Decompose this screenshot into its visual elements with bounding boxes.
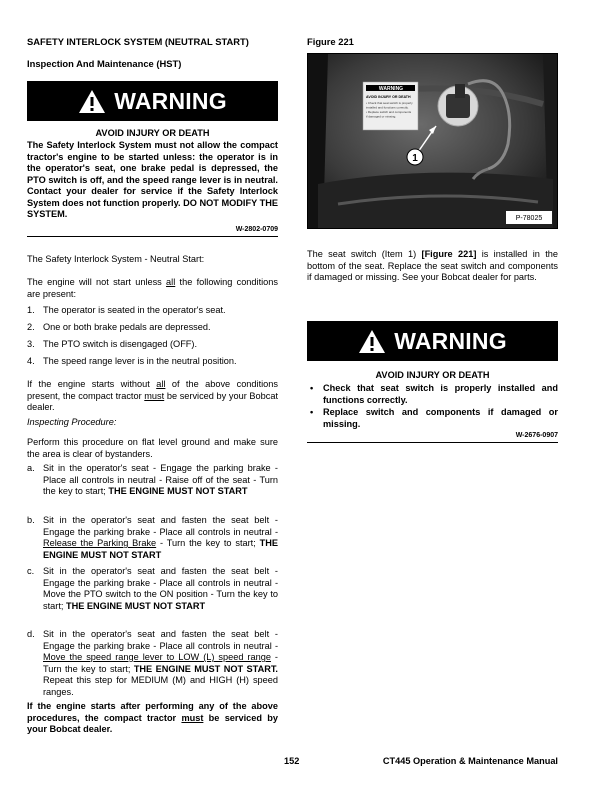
warning-triangle-icon xyxy=(358,329,386,354)
warning-bullet: • Check that seat switch is properly installed and functions correctly. xyxy=(310,383,558,405)
seat-switch-text: The seat switch (Item 1) [Figure 221] is installed in the bottom of the seat. Replace the seat switch and components if damaged or missing. See your Bobcat dealer for parts. xyxy=(307,249,558,282)
decal-line: if damaged or missing. xyxy=(366,114,397,119)
warning-avoid: AVOID INJURY OR DEATH xyxy=(375,370,490,380)
service-note: If the engine starts without all of the above conditions present, the compact tractor must be serviced by your Bobcat dealer. xyxy=(27,379,278,412)
condition-item: 2. One or both brake pedals are depressed. xyxy=(27,322,211,332)
perform-text: Perform this procedure on flat level ground and make sure the area is clear of bystanders. xyxy=(27,437,278,459)
section-subheading: Inspection And Maintenance (HST) xyxy=(27,58,182,69)
manual-title: CT445 Operation & Maintenance Manual xyxy=(382,756,558,766)
warning-code: W-2676-0907 xyxy=(515,432,558,439)
warning-banner xyxy=(307,321,558,361)
warning-divider xyxy=(27,236,278,237)
warning-avoid: AVOID INJURY OR DEATH xyxy=(95,128,210,138)
warning-banner xyxy=(27,81,278,121)
procedure-step-b: b. Sit in the operator's seat and fasten the seat belt - Engage the parking brake - Place all controls in neutral - Release the Parking Brake - Turn the key to start; THE ENGINE MUST NOT START xyxy=(27,515,278,560)
page-number: 152 xyxy=(284,756,300,766)
decal-subtitle: AVOID INJURY OR DEATH xyxy=(366,95,411,99)
warning-bullet: • Replace switch and components if damaged or missing. xyxy=(310,407,558,429)
procedure-step-c: c. Sit in the operator's seat and fasten the seat belt - Engage the parking brake - Place all controls in neutral - Move the PTO switch to the ON position - Turn the key to start; THE ENGINE MUST NOT START xyxy=(27,566,278,611)
procedure-step-a: a. Sit in the operator's seat - Engage the parking brake - Place all controls in neutral - Raise off of the seat - Turn the key to start; THE ENGINE MUST NOT START xyxy=(27,463,278,496)
decal-line: • Replace switch and components xyxy=(366,110,412,114)
figure-label: Figure 221 xyxy=(307,36,354,47)
condition-item: 4. The speed range lever is in the neutral position. xyxy=(27,356,237,366)
condition-item: 1. The operator is seated in the operator's seat. xyxy=(27,305,226,315)
seat-photo-illustration xyxy=(308,54,558,229)
decal-line: installed and functions correctly. xyxy=(366,105,409,110)
final-note: If the engine starts after performing any of the above procedures, the compact tractor must be serviced by your Bobcat dealer. xyxy=(27,701,279,734)
intro-text: The Safety Interlock System - Neutral Start: xyxy=(27,254,205,264)
condition-item: 3. The PTO switch is disengaged (OFF). xyxy=(27,339,198,349)
photo-code: P-78025 xyxy=(515,215,543,222)
section-heading: SAFETY INTERLOCK SYSTEM (NEUTRAL START) xyxy=(27,36,249,47)
conditions-intro: The engine will not start unless all the following conditions are present: xyxy=(27,277,278,299)
inspecting-heading: Inspecting Procedure: xyxy=(27,417,117,427)
decal-line: • Check that seat switch is properly xyxy=(366,101,413,105)
decal-title: WARNING xyxy=(378,86,404,92)
warning-text: The Safety Interlock System must not allow the compact tractor's engine to be started unless: the operator is in the operator's seat, one brake pedal is depressed, the PTO switch is off, and the speed range lever is in neutral. Contact your dealer for service if the Safety Interlock System does not function properly. DO NOT MODIFY THE SYSTEM. xyxy=(27,140,278,219)
warning-code: W-2802-0709 xyxy=(235,226,278,233)
warning-label: WARNING xyxy=(114,87,227,114)
procedure-step-d: d. Sit in the operator's seat and fasten the seat belt - Engage the parking brake - Place all controls in neutral - Move the speed range lever to LOW (L) speed range - Turn the key to start; THE ENGINE MUST NOT START. Repeat this step for MEDIUM (M) and HIGH (H) speed ranges. xyxy=(27,629,278,697)
callout-number: 1 xyxy=(412,153,418,164)
warning-divider xyxy=(307,442,558,443)
figure-photo xyxy=(307,53,558,229)
warning-triangle-icon xyxy=(78,89,106,114)
warning-label: WARNING xyxy=(394,327,507,354)
